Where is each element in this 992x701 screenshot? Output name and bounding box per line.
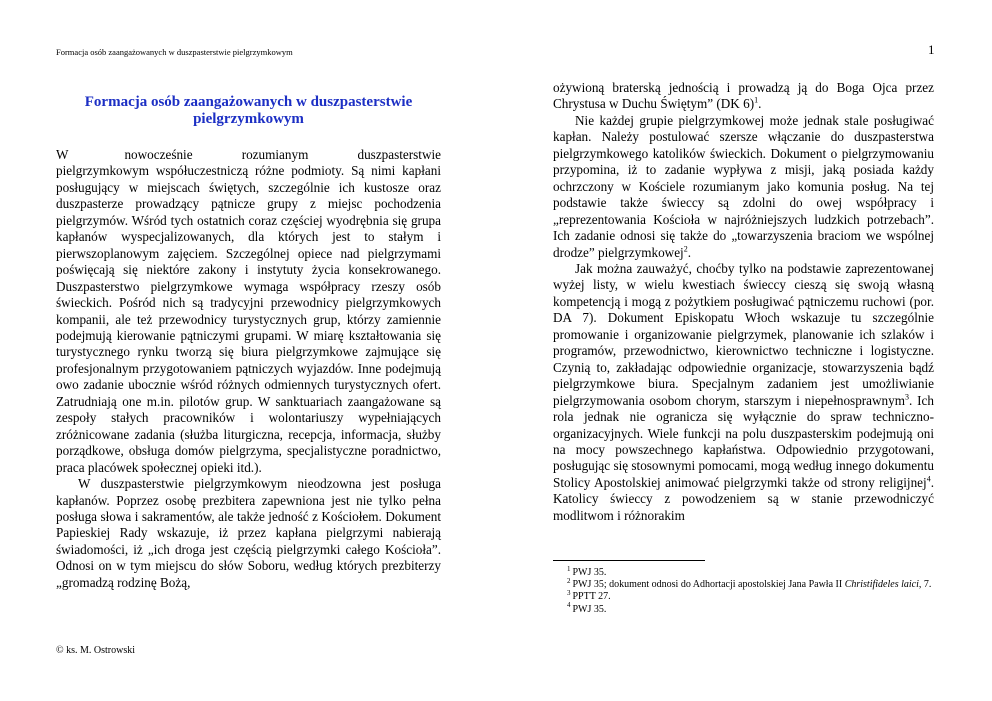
footnote-separator: [553, 560, 705, 561]
footnote-1-mark: 1: [567, 564, 571, 573]
paragraph-3: [553, 113, 934, 261]
paragraph-2-continued: [553, 80, 934, 113]
footnotes: [553, 564, 934, 616]
paragraph-2: W duszpasterstwie pielgrzymkowym nieodzowna jest posługa kapłanów. Poprzez osobę prezbitera zapewniona jest nie tylko pełna posługa słowa i sakramentów, ale także jedność z Kościołem. Dokument Papieskiej Rady wskazuje, iż przez kapłana pielgrzymi nabierają świadomości, iż „ich droga jest częścią pielgrzymki całego Kościoła”. Odnosi on w tym miejscu do słów Soboru, według których prezbiterzy „gromadzą rodzinę Bożą,: [56, 476, 441, 590]
footnote-3-text: PPTT 27.: [572, 591, 611, 603]
paragraph-2-continued-end: .: [758, 96, 762, 112]
paragraph-3-text: Nie każdej grupie pielgrzymkowej może jednak stale posługiwać kapłan. Należy postulować szersze włączanie do duszpasterstwa pielgrzymkowego katolików świeckich. Dokument o pielgrzymowaniu przypomina, iż to zadanie wypływa z misji, jaką posiada każdy ochrzczony w Kościele rozumianym jako komunia posług. Na tej podstawie także świeccy są zdolni do owej współpracy i „reprezentowania Kościoła w najróżniejszych ludzkich potrzebach”. Ich zadanie odnosi się także do „towarzyszenia braciom we wspólnej drodze” pielgrzymkowej: [553, 112, 934, 260]
footnote-2-text: PWJ 35; dokument odnosi do Adhortacji apostolskiej Jana Pawła II: [572, 579, 845, 591]
paragraph-2-continued-text: ożywioną braterską jednością i prowadzą ją do Boga Ojca przez Chrystusa w Duchu Świętym” (DK 6): [553, 80, 934, 112]
paragraph-4: [553, 261, 934, 524]
paragraph-4-text-c: . Katolicy świeccy z powodzeniem są w stanie przewodniczyć modlitwom i różnorakim: [553, 474, 934, 523]
copyright-footer: © ks. M. Ostrowski: [56, 645, 135, 656]
running-header: Formacja osób zaangażowanych w duszpasterstwie pielgrzymkowym: [56, 47, 293, 57]
footnote-2-text-end: , 7.: [918, 579, 932, 591]
footnote-2-italic-title: Christifideles laici: [844, 579, 919, 591]
right-column: [553, 80, 934, 524]
paragraph-4-text-a: Jak można zauważyć, choćby tylko na podstawie zaprezentowanej wyżej listy, w wielu kwestiach świeccy cieszą się swoją własną kompetencją i mogą z pożytkiem posługiwać pątniczemu ruchowi (por. DA 7). Dokument Episkopatu Włoch wskazuje tu szczególnie promowanie i organizowanie pielgrzymek, planowanie ich szlaków i programów, przewodnictwo, kierownictwo techniczne i logistyczne. Czynią to, zakładając odpowiednie organizacje, stowarzyszenia bądź pielgrzymkowe biura. Specjalnym zadaniem jest umożliwianie pielgrzymowania osobom chorym, starszym i niepełnosprawnym: [553, 260, 934, 408]
footnote-ref-3[interactable]: 3: [905, 392, 910, 402]
paragraph-1: [56, 147, 441, 476]
footnote-ref-1[interactable]: 1: [754, 96, 759, 106]
paragraph-4-text-b: . Ich rola jednak nie ogranicza się wyłącznie do spraw techniczno-organizacyjnych. Wiele funkcji na polu duszpasterskim podejmują oni na mocy powszechnego kapłaństwa. Odpowiednio przygotowani, posługując się stosownymi pomocami, mogą według innego dokumentu Stolicy Apostolskiej animować pielgrzymki także od strony religijnej: [553, 392, 934, 490]
paragraph-1-text: nowocześnie rozumianym duszpasterstwie pielgrzymkowym współuczestniczą różne podmioty. Są nimi kapłani posługujący w miejscach świętych, szczególnie ich kustosze oraz duszpasterze prowadzący pątnicze grupy z miejsc pochodzenia pielgrzymów. Wśród tych ostatnich coraz częściej wyodrębnia się grupa kapłanów wyspecjalizowanych, dla których jest to stałym i pierwszoplanowym zajęciem. Szczególnej opiece nad pielgrzymami poświęcają się niektóre zakony i instytuty życia konsekrowanego. Duszpasterstwo pielgrzymkowe wymaga współpracy rzeszy osób świeckich. Pośród nich są tradycyjni przewodnicy pielgrzymkowych kompanii, ale też przewodnicy turystycznych grup, którzy zamiennie podejmują kierowanie pątniczymi grupami. W miarę kształtowania się turystycznego rynku tworzą się biura pielgrzymkowe zajmujące się profesjonalnym przygotowaniem pątniczych wyjazdów. Inne podejmują owo zadanie ubocznie wśród różnych odmiennych turystycznych ofert. Zatrudniają one m.in. pilotów grup. W sanktuariach zaangażowane są zespoły stałych pracowników i wolontariuszy wypełniających zróżnicowane zadania (służba liturgiczna, recepcja, informacja, służby porządkowe, obsługa domów pielgrzyma, specjalistyczne poradnictwo, praca placówek społecznej opieki itd.).: [56, 147, 441, 475]
footnote-4: [553, 601, 934, 616]
left-column: [56, 147, 441, 591]
footnote-3-mark: 3: [567, 589, 571, 598]
footnote-3: [553, 591, 934, 603]
footnote-1-text: PWJ 35.: [572, 567, 607, 578]
footnote-ref-4[interactable]: 4: [926, 474, 931, 484]
footnote-1: [553, 564, 934, 579]
page-number: 1: [928, 42, 935, 57]
footnote-4-text: PWJ 35.: [572, 603, 607, 615]
document-title: Formacja osób zaangażowanych w duszpasterstwie pielgrzymkowym: [84, 94, 413, 127]
footnote-4-mark: 4: [567, 601, 571, 610]
footnote-2: [553, 576, 934, 591]
paragraph-3-end: .: [687, 244, 692, 260]
footnote-ref-2[interactable]: 2: [683, 244, 688, 254]
paragraph-1-first-word: W: [56, 147, 69, 162]
footnote-2-mark: 2: [567, 576, 571, 585]
